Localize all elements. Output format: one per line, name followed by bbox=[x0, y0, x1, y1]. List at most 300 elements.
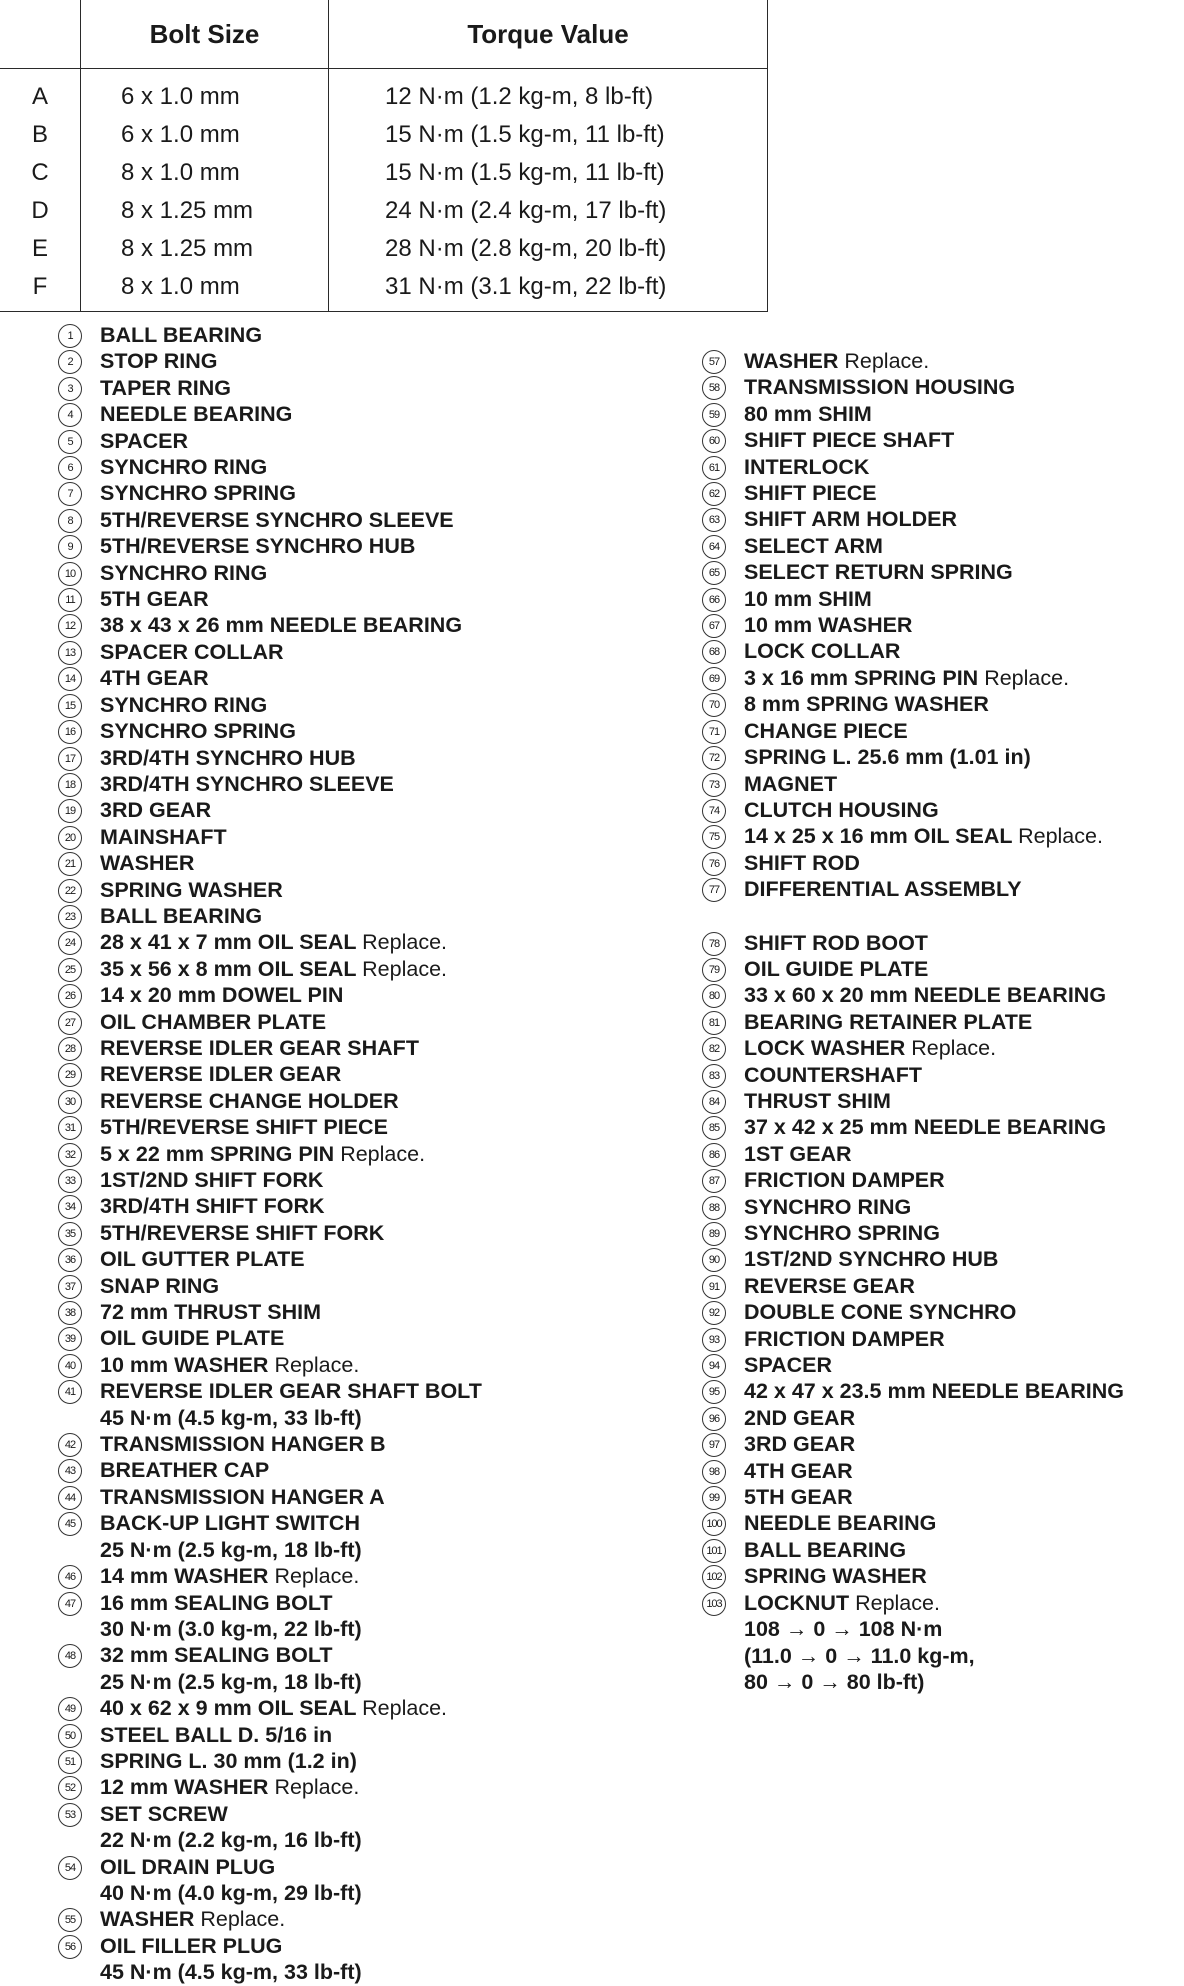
part-name: NEEDLE BEARING bbox=[744, 1511, 937, 1536]
part-item bbox=[58, 1273, 678, 1299]
part-number-badge: 80 bbox=[702, 984, 726, 1008]
part-number-badge: 101 bbox=[702, 1539, 726, 1563]
part-name: STOP RING bbox=[100, 349, 218, 374]
part-name: OIL DRAIN PLUG bbox=[100, 1854, 276, 1879]
part-item bbox=[58, 850, 678, 876]
part-number-badge: 1 bbox=[58, 324, 82, 348]
parts-list-left bbox=[58, 322, 678, 1986]
part-item bbox=[58, 1167, 678, 1193]
part-item bbox=[702, 638, 1182, 664]
part-number-badge: 45 bbox=[58, 1512, 82, 1536]
part-name: 5TH/REVERSE SYNCHRO SLEEVE bbox=[100, 507, 454, 532]
part-number-badge: 7 bbox=[58, 482, 82, 506]
row-torque: 28 N·m (2.8 kg-m, 20 lb-ft) bbox=[329, 230, 768, 268]
part-name: LOCK COLLAR bbox=[744, 639, 901, 664]
part-item bbox=[58, 507, 678, 533]
part-number-badge: 94 bbox=[702, 1354, 726, 1378]
part-note: Replace. bbox=[274, 1564, 360, 1589]
part-name: 32 mm SEALING BOLT bbox=[100, 1643, 333, 1668]
part-name: 35 x 56 x 8 mm OIL SEAL bbox=[100, 956, 357, 981]
part-name: WASHER bbox=[744, 349, 839, 373]
part-name: REVERSE IDLER GEAR bbox=[100, 1062, 342, 1087]
part-name: WASHER bbox=[100, 851, 195, 876]
part-item bbox=[58, 1774, 678, 1800]
part-number-badge: 47 bbox=[58, 1592, 82, 1616]
part-item bbox=[702, 718, 1182, 744]
torque-row bbox=[0, 154, 768, 192]
part-item bbox=[58, 1352, 678, 1378]
part-number-badge: 39 bbox=[58, 1327, 82, 1351]
part-item bbox=[58, 1590, 678, 1643]
part-item bbox=[702, 1114, 1182, 1140]
part-number-badge: 103 bbox=[702, 1592, 726, 1616]
part-name: 10 mm SHIM bbox=[744, 586, 872, 611]
part-item bbox=[702, 586, 1182, 612]
part-item bbox=[702, 1167, 1182, 1193]
part-item bbox=[702, 1563, 1182, 1589]
part-item bbox=[58, 771, 678, 797]
part-item bbox=[702, 1326, 1182, 1352]
part-item bbox=[58, 824, 678, 850]
part-number-badge: 22 bbox=[58, 879, 82, 903]
part-item bbox=[702, 348, 1182, 374]
part-item bbox=[702, 401, 1182, 427]
part-number-badge: 8 bbox=[58, 509, 82, 533]
part-number-badge: 26 bbox=[58, 984, 82, 1008]
part-item bbox=[702, 1141, 1182, 1167]
part-item bbox=[702, 797, 1182, 823]
part-number-badge: 19 bbox=[58, 799, 82, 823]
part-item bbox=[702, 823, 1182, 849]
part-number-badge: 41 bbox=[58, 1380, 82, 1404]
part-name: 3RD/4TH SYNCHRO SLEEVE bbox=[100, 771, 394, 796]
part-number-badge: 102 bbox=[702, 1565, 726, 1589]
part-number-badge: 46 bbox=[58, 1565, 82, 1589]
part-name: INTERLOCK bbox=[744, 454, 870, 479]
part-item bbox=[58, 718, 678, 744]
part-number-badge: 49 bbox=[58, 1697, 82, 1721]
part-name: SELECT ARM bbox=[744, 533, 883, 558]
torque-row bbox=[0, 116, 768, 154]
part-number-badge: 12 bbox=[58, 614, 82, 638]
part-item bbox=[58, 375, 678, 401]
part-number-badge: 43 bbox=[58, 1459, 82, 1483]
row-torque: 12 N·m (1.2 kg-m, 8 lb-ft) bbox=[329, 69, 768, 117]
part-number-badge: 48 bbox=[58, 1644, 82, 1668]
part-name: BALL BEARING bbox=[100, 903, 263, 928]
part-item bbox=[702, 1273, 1182, 1299]
part-item bbox=[58, 454, 678, 480]
part-name: SYNCHRO RING bbox=[100, 560, 268, 585]
part-name: STEEL BALL D. 5/16 in bbox=[100, 1722, 333, 1747]
part-number-badge: 51 bbox=[58, 1750, 82, 1774]
part-name: LOCK WASHER bbox=[744, 1036, 906, 1061]
part-note: Replace. bbox=[911, 1036, 997, 1061]
part-item bbox=[58, 560, 678, 586]
part-item bbox=[58, 1854, 678, 1907]
part-number-badge: 57 bbox=[702, 350, 726, 374]
part-name: 5TH GEAR bbox=[744, 1485, 853, 1510]
part-number-badge: 29 bbox=[58, 1063, 82, 1087]
part-item bbox=[702, 956, 1182, 982]
part-number-badge: 95 bbox=[702, 1380, 726, 1404]
part-number-badge: 74 bbox=[702, 799, 726, 823]
part-name: 4TH GEAR bbox=[744, 1458, 853, 1483]
part-note: Replace. bbox=[362, 1696, 447, 1721]
part-number-badge: 71 bbox=[702, 720, 726, 744]
part-item bbox=[702, 1246, 1182, 1272]
part-name: OIL CHAMBER PLATE bbox=[100, 1009, 327, 1034]
part-name: DOUBLE CONE SYNCHRO bbox=[744, 1300, 1017, 1325]
part-item bbox=[702, 1009, 1182, 1035]
part-number-badge: 90 bbox=[702, 1248, 726, 1272]
part-torque-spec: 108 → 0 → 108 N·m bbox=[744, 1617, 943, 1642]
part-name: SPACER bbox=[100, 428, 189, 453]
part-item bbox=[702, 427, 1182, 453]
part-item bbox=[58, 1801, 678, 1854]
part-note: Replace. bbox=[200, 1907, 286, 1932]
part-number-badge: 50 bbox=[58, 1724, 82, 1748]
part-item bbox=[58, 1193, 678, 1219]
part-number-badge: 81 bbox=[702, 1011, 726, 1035]
part-item bbox=[58, 1457, 678, 1483]
row-key: E bbox=[0, 230, 81, 268]
part-torque-spec: 80 → 0 → 80 lb-ft) bbox=[744, 1669, 925, 1694]
part-item bbox=[702, 876, 1182, 902]
part-number-badge: 59 bbox=[702, 403, 726, 427]
part-name: REVERSE IDLER GEAR SHAFT bbox=[100, 1035, 419, 1060]
part-item bbox=[58, 1378, 678, 1431]
part-item bbox=[702, 1352, 1182, 1378]
part-item bbox=[58, 1748, 678, 1774]
part-name: 3RD GEAR bbox=[744, 1432, 856, 1457]
part-name: SPRING L. 30 mm (1.2 in) bbox=[100, 1748, 357, 1773]
row-bolt-size: 8 x 1.25 mm bbox=[81, 230, 329, 268]
part-number-badge: 6 bbox=[58, 456, 82, 480]
part-name: SNAP RING bbox=[100, 1273, 220, 1298]
part-item bbox=[702, 454, 1182, 480]
part-note: Replace. bbox=[274, 1775, 360, 1800]
part-item bbox=[58, 428, 678, 454]
part-name: 14 mm WASHER bbox=[100, 1564, 269, 1589]
part-number-badge: 100 bbox=[702, 1512, 726, 1536]
part-item bbox=[58, 401, 678, 427]
part-item bbox=[58, 480, 678, 506]
part-name: 38 x 43 x 26 mm NEEDLE BEARING bbox=[100, 613, 463, 638]
part-number-badge: 98 bbox=[702, 1460, 726, 1484]
part-number-badge: 83 bbox=[702, 1064, 726, 1088]
part-item bbox=[58, 745, 678, 771]
part-number-badge: 33 bbox=[58, 1169, 82, 1193]
part-number-badge: 82 bbox=[702, 1037, 726, 1061]
part-number-badge: 17 bbox=[58, 747, 82, 771]
part-name: 8 mm SPRING WASHER bbox=[744, 692, 989, 717]
part-number-badge: 87 bbox=[702, 1169, 726, 1193]
part-item bbox=[702, 1062, 1182, 1088]
part-note: Replace. bbox=[1018, 824, 1103, 849]
part-name: SHIFT PIECE bbox=[744, 481, 877, 506]
part-name: 4TH GEAR bbox=[100, 666, 209, 691]
part-torque-spec: 45 N·m (4.5 kg-m, 33 lb-ft) bbox=[100, 1405, 362, 1430]
part-item bbox=[58, 1431, 678, 1457]
part-number-badge: 36 bbox=[58, 1248, 82, 1272]
part-item bbox=[702, 559, 1182, 585]
part-name: 3RD/4TH SHIFT FORK bbox=[100, 1194, 325, 1219]
part-name: SELECT RETURN SPRING bbox=[744, 560, 1013, 585]
part-number-badge: 75 bbox=[702, 825, 726, 849]
part-name: SPACER COLLAR bbox=[100, 639, 284, 664]
part-name: SYNCHRO RING bbox=[100, 692, 268, 717]
part-item bbox=[58, 929, 678, 955]
part-number-badge: 96 bbox=[702, 1407, 726, 1431]
part-number-badge: 88 bbox=[702, 1196, 726, 1220]
part-item bbox=[58, 1088, 678, 1114]
part-number-badge: 63 bbox=[702, 508, 726, 532]
part-item bbox=[702, 374, 1182, 400]
part-name: 3RD/4TH SYNCHRO HUB bbox=[100, 745, 356, 770]
part-note: Replace. bbox=[362, 956, 447, 981]
part-item bbox=[702, 1035, 1182, 1061]
part-item bbox=[702, 930, 1182, 956]
torque-row bbox=[0, 69, 768, 117]
part-number-badge: 9 bbox=[58, 535, 82, 559]
part-number-badge: 69 bbox=[702, 667, 726, 691]
row-torque: 15 N·m (1.5 kg-m, 11 lb-ft) bbox=[329, 154, 768, 192]
part-number-badge: 79 bbox=[702, 958, 726, 982]
part-name: 3 x 16 mm SPRING PIN bbox=[744, 665, 979, 690]
part-name: 28 x 41 x 7 mm OIL SEAL bbox=[100, 930, 357, 955]
parts-list-right bbox=[702, 348, 1182, 1695]
row-bolt-size: 6 x 1.0 mm bbox=[81, 69, 329, 117]
row-bolt-size: 8 x 1.0 mm bbox=[81, 268, 329, 312]
part-number-badge: 99 bbox=[702, 1486, 726, 1510]
part-name: OIL GUTTER PLATE bbox=[100, 1247, 305, 1272]
part-name: CHANGE PIECE bbox=[744, 718, 908, 743]
part-number-badge: 61 bbox=[702, 456, 726, 480]
part-name: 16 mm SEALING BOLT bbox=[100, 1590, 333, 1615]
part-item bbox=[702, 1378, 1182, 1404]
part-item bbox=[58, 1933, 678, 1986]
row-torque: 31 N·m (3.1 kg-m, 22 lb-ft) bbox=[329, 268, 768, 312]
part-number-badge: 85 bbox=[702, 1116, 726, 1140]
part-item bbox=[58, 1009, 678, 1035]
part-item bbox=[702, 1537, 1182, 1563]
row-bolt-size: 8 x 1.0 mm bbox=[81, 154, 329, 192]
part-name: 40 x 62 x 9 mm OIL SEAL bbox=[100, 1696, 357, 1721]
part-name: 5 x 22 mm SPRING PIN bbox=[100, 1141, 335, 1166]
part-item bbox=[702, 612, 1182, 638]
torque-row bbox=[0, 192, 768, 230]
part-item bbox=[58, 1035, 678, 1061]
part-name: BACK-UP LIGHT SWITCH bbox=[100, 1511, 360, 1536]
part-name: BEARING RETAINER PLATE bbox=[744, 1009, 1033, 1034]
part-note: Replace. bbox=[362, 930, 447, 955]
part-number-badge: 58 bbox=[702, 376, 726, 400]
part-name: SYNCHRO RING bbox=[100, 455, 268, 480]
part-name: SYNCHRO RING bbox=[744, 1194, 912, 1219]
part-name: THRUST SHIM bbox=[744, 1088, 891, 1113]
part-item bbox=[58, 1220, 678, 1246]
part-item bbox=[702, 480, 1182, 506]
row-bolt-size: 6 x 1.0 mm bbox=[81, 116, 329, 154]
row-key: F bbox=[0, 268, 81, 312]
part-name: SHIFT ROD BOOT bbox=[744, 930, 928, 955]
part-number-badge: 24 bbox=[58, 931, 82, 955]
part-item bbox=[58, 1246, 678, 1272]
part-name: 80 mm SHIM bbox=[744, 401, 872, 426]
part-item bbox=[58, 1563, 678, 1589]
part-item bbox=[58, 956, 678, 982]
part-name: SYNCHRO SPRING bbox=[744, 1221, 940, 1245]
part-number-badge: 60 bbox=[702, 429, 726, 453]
torque-table bbox=[0, 0, 768, 312]
part-name: TRANSMISSION HANGER B bbox=[100, 1432, 386, 1457]
part-name: FRICTION DAMPER bbox=[744, 1326, 945, 1351]
part-item bbox=[702, 744, 1182, 770]
part-note: Replace. bbox=[844, 349, 930, 373]
part-note: Replace. bbox=[984, 665, 1070, 690]
part-item bbox=[58, 1325, 678, 1351]
part-torque-spec: (11.0 → 0 → 11.0 kg-m, bbox=[744, 1643, 975, 1668]
part-item bbox=[58, 1114, 678, 1140]
row-key: B bbox=[0, 116, 81, 154]
part-name: SHIFT PIECE SHAFT bbox=[744, 428, 955, 453]
part-torque-spec: 22 N·m (2.2 kg-m, 16 lb-ft) bbox=[100, 1828, 362, 1853]
part-item bbox=[702, 1405, 1182, 1431]
part-item bbox=[702, 982, 1182, 1008]
part-item bbox=[702, 1510, 1182, 1536]
part-number-badge: 25 bbox=[58, 958, 82, 982]
part-name: OIL FILLER PLUG bbox=[100, 1933, 283, 1958]
part-item bbox=[58, 982, 678, 1008]
part-name: 5TH/REVERSE SHIFT FORK bbox=[100, 1220, 385, 1245]
part-item bbox=[58, 1695, 678, 1721]
part-item bbox=[58, 1722, 678, 1748]
part-number-badge: 32 bbox=[58, 1143, 82, 1167]
header-torque-value: Torque Value bbox=[329, 0, 768, 69]
row-bolt-size: 8 x 1.25 mm bbox=[81, 192, 329, 230]
part-number-badge: 73 bbox=[702, 773, 726, 797]
part-number-badge: 55 bbox=[58, 1908, 82, 1932]
part-item bbox=[58, 1642, 678, 1695]
part-name: COUNTERSHAFT bbox=[744, 1062, 922, 1087]
part-number-badge: 44 bbox=[58, 1486, 82, 1510]
part-number-badge: 65 bbox=[702, 561, 726, 585]
part-name: MAGNET bbox=[744, 771, 838, 796]
part-item bbox=[702, 1220, 1182, 1246]
part-name: BALL BEARING bbox=[744, 1537, 907, 1562]
part-name: 42 x 47 x 23.5 mm NEEDLE BEARING bbox=[744, 1379, 1124, 1404]
part-name: REVERSE IDLER GEAR SHAFT BOLT bbox=[100, 1379, 482, 1404]
part-item bbox=[58, 903, 678, 929]
part-number-badge: 42 bbox=[58, 1433, 82, 1457]
part-name: CLUTCH HOUSING bbox=[744, 797, 939, 822]
part-number-badge: 14 bbox=[58, 667, 82, 691]
part-number-badge: 84 bbox=[702, 1090, 726, 1114]
row-torque: 24 N·m (2.4 kg-m, 17 lb-ft) bbox=[329, 192, 768, 230]
part-item bbox=[702, 850, 1182, 876]
part-item bbox=[702, 1194, 1182, 1220]
part-note: Replace. bbox=[855, 1590, 940, 1615]
part-number-badge: 38 bbox=[58, 1301, 82, 1325]
part-name: SHIFT ROD bbox=[744, 850, 860, 875]
part-name: 5TH/REVERSE SHIFT PIECE bbox=[100, 1115, 388, 1140]
part-item bbox=[58, 348, 678, 374]
part-note: Replace. bbox=[340, 1141, 426, 1166]
part-torque-spec: 40 N·m (4.0 kg-m, 29 lb-ft) bbox=[100, 1880, 362, 1905]
part-item bbox=[702, 691, 1182, 717]
part-item bbox=[58, 1141, 678, 1167]
part-number-badge: 70 bbox=[702, 693, 726, 717]
part-item bbox=[58, 1906, 678, 1932]
part-name: 2ND GEAR bbox=[744, 1405, 856, 1430]
part-name: OIL GUIDE PLATE bbox=[744, 956, 929, 981]
part-name: SHIFT ARM HOLDER bbox=[744, 507, 957, 532]
part-number-badge: 97 bbox=[702, 1433, 726, 1457]
part-number-badge: 10 bbox=[58, 562, 82, 586]
part-name: SPRING WASHER bbox=[744, 1564, 927, 1589]
part-torque-spec: 25 N·m (2.5 kg-m, 18 lb-ft) bbox=[100, 1669, 362, 1694]
part-number-badge: 23 bbox=[58, 905, 82, 929]
part-name: 3RD GEAR bbox=[100, 798, 212, 823]
part-number-badge: 68 bbox=[702, 640, 726, 664]
row-key: D bbox=[0, 192, 81, 230]
part-item bbox=[58, 877, 678, 903]
part-name: SPRING WASHER bbox=[100, 877, 283, 902]
part-number-badge: 13 bbox=[58, 641, 82, 665]
part-name: 10 mm WASHER bbox=[744, 613, 913, 638]
part-item bbox=[702, 506, 1182, 532]
part-number-badge: 40 bbox=[58, 1354, 82, 1378]
part-number-badge: 92 bbox=[702, 1301, 726, 1325]
part-number-badge: 5 bbox=[58, 430, 82, 454]
part-item bbox=[58, 797, 678, 823]
part-number-badge: 4 bbox=[58, 403, 82, 427]
part-name: BREATHER CAP bbox=[100, 1458, 270, 1483]
part-number-badge: 31 bbox=[58, 1116, 82, 1140]
part-name: TRANSMISSION HANGER A bbox=[100, 1484, 385, 1509]
part-item bbox=[58, 639, 678, 665]
part-number-badge: 77 bbox=[702, 878, 726, 902]
part-name: DIFFERENTIAL ASSEMBLY bbox=[744, 877, 1022, 902]
part-note: Replace. bbox=[274, 1352, 360, 1377]
part-torque-spec: 30 N·m (3.0 kg-m, 22 lb-ft) bbox=[100, 1616, 362, 1641]
part-number-badge: 11 bbox=[58, 588, 82, 612]
part-number-badge: 91 bbox=[702, 1275, 726, 1299]
part-item bbox=[702, 665, 1182, 691]
header-bolt-size: Bolt Size bbox=[81, 0, 329, 69]
part-number-badge: 18 bbox=[58, 773, 82, 797]
part-torque-spec: 25 N·m (2.5 kg-m, 18 lb-ft) bbox=[100, 1537, 362, 1562]
part-item bbox=[58, 692, 678, 718]
part-item bbox=[702, 1484, 1182, 1510]
part-name: SYNCHRO SPRING bbox=[100, 719, 296, 744]
part-name: 10 mm WASHER bbox=[100, 1352, 269, 1377]
part-name: SYNCHRO SPRING bbox=[100, 481, 296, 506]
part-number-badge: 66 bbox=[702, 588, 726, 612]
part-number-badge: 72 bbox=[702, 746, 726, 770]
part-name: 33 x 60 x 20 mm NEEDLE BEARING bbox=[744, 983, 1107, 1008]
part-item bbox=[58, 533, 678, 559]
part-number-badge: 53 bbox=[58, 1803, 82, 1827]
part-number-badge: 86 bbox=[702, 1143, 726, 1167]
part-name: 72 mm THRUST SHIM bbox=[100, 1300, 322, 1325]
row-key: A bbox=[0, 69, 81, 117]
part-number-badge: 93 bbox=[702, 1328, 726, 1352]
part-item bbox=[58, 1299, 678, 1325]
part-number-badge: 2 bbox=[58, 350, 82, 374]
part-number-badge: 56 bbox=[58, 1935, 82, 1959]
